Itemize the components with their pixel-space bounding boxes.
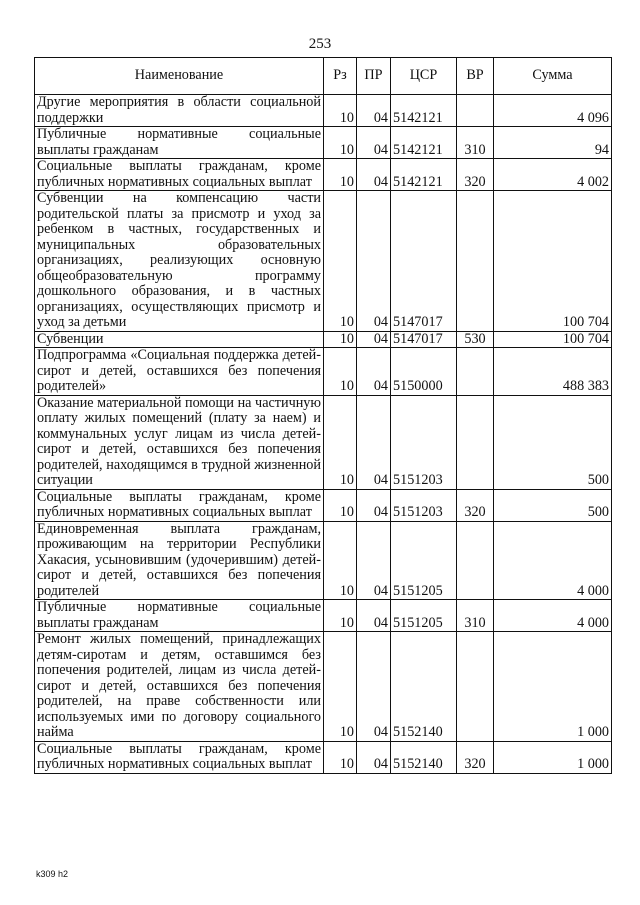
cell-pr: 04 (357, 632, 391, 742)
cell-sum: 100 704 (494, 331, 612, 348)
cell-vr: 310 (457, 600, 494, 632)
cell-rz: 10 (324, 395, 357, 489)
column-header-sum: Сумма (494, 58, 612, 95)
cell-csr: 5147017 (391, 331, 457, 348)
cell-pr: 04 (357, 489, 391, 521)
cell-vr (457, 521, 494, 600)
cell-vr: 310 (457, 127, 494, 159)
cell-vr (457, 632, 494, 742)
column-header-name: Наименование (35, 58, 324, 95)
table-row (35, 159, 612, 191)
cell-csr: 5151205 (391, 521, 457, 600)
cell-csr: 5151203 (391, 489, 457, 521)
table-row (35, 521, 612, 600)
cell-rz: 10 (324, 95, 357, 127)
cell-sum: 4 000 (494, 600, 612, 632)
cell-name: Оказание материальной помощи на частичную оплату жилых помещений (плату за наем) и коммунальных услуг лицам из числа детей-сирот и детей, оставшихся без попечения родителей, находящимся в трудной жизненной ситуации (35, 395, 324, 489)
cell-rz: 10 (324, 489, 357, 521)
table-row (35, 348, 612, 396)
cell-rz: 10 (324, 331, 357, 348)
cell-csr: 5142121 (391, 159, 457, 191)
cell-sum: 1 000 (494, 632, 612, 742)
cell-name: Субвенции на компенсацию части родительской платы за присмотр и уход за ребенком в частных, государственных и муниципальных образовательных организациях, реализующих основную общеобразовательную программу дошкольного образования, и в частных организациях, осуществляющих присмотр и уход за детьми (35, 191, 324, 332)
cell-name: Подпрограмма «Социальная поддержка детей-сирот и детей, оставшихся без попечения родителей» (35, 348, 324, 396)
cell-sum: 100 704 (494, 191, 612, 332)
cell-vr (457, 395, 494, 489)
cell-rz: 10 (324, 191, 357, 332)
cell-name: Единовременная выплата гражданам, проживающим на территории Республики Хакасия, усыновившим (удочерившим) детей-сирот и детей, оставшихся без попечения родителей (35, 521, 324, 600)
table-row (35, 191, 612, 332)
cell-pr: 04 (357, 521, 391, 600)
cell-pr: 04 (357, 600, 391, 632)
cell-name: Социальные выплаты гражданам, кроме публичных нормативных социальных выплат (35, 489, 324, 521)
budget-table (34, 57, 612, 774)
cell-sum: 500 (494, 489, 612, 521)
cell-sum: 94 (494, 127, 612, 159)
cell-sum: 1 000 (494, 741, 612, 773)
cell-name: Социальные выплаты гражданам, кроме публичных нормативных социальных выплат (35, 159, 324, 191)
table-row (35, 95, 612, 127)
cell-pr: 04 (357, 95, 391, 127)
cell-vr: 320 (457, 741, 494, 773)
cell-name: Субвенции (35, 331, 324, 348)
cell-csr: 5152140 (391, 741, 457, 773)
cell-csr: 5142121 (391, 127, 457, 159)
cell-pr: 04 (357, 159, 391, 191)
table-row (35, 632, 612, 742)
column-header-vr: ВР (457, 58, 494, 95)
cell-csr: 5150000 (391, 348, 457, 396)
footer-code: k309 h2 (36, 869, 69, 879)
cell-pr: 04 (357, 741, 391, 773)
cell-name: Ремонт жилых помещений, принадлежащих детям-сиротам и детям, оставшимся без попечения родителей, лицам из числа детей-сирот и детей, оставшихся без попечения родителей, на праве собственности или используемых ими по договору социального найма (35, 632, 324, 742)
cell-csr: 5142121 (391, 95, 457, 127)
cell-name: Другие мероприятия в области социальной поддержки (35, 95, 324, 127)
table-row (35, 600, 612, 632)
cell-rz: 10 (324, 632, 357, 742)
column-header-rz: Рз (324, 58, 357, 95)
cell-vr: 320 (457, 159, 494, 191)
cell-pr: 04 (357, 348, 391, 396)
cell-csr: 5151205 (391, 600, 457, 632)
cell-csr: 5152140 (391, 632, 457, 742)
cell-rz: 10 (324, 348, 357, 396)
cell-sum: 4 096 (494, 95, 612, 127)
cell-sum: 488 383 (494, 348, 612, 396)
cell-rz: 10 (324, 600, 357, 632)
cell-rz: 10 (324, 127, 357, 159)
cell-vr (457, 348, 494, 396)
cell-rz: 10 (324, 521, 357, 600)
cell-pr: 04 (357, 395, 391, 489)
table-row (35, 489, 612, 521)
cell-sum: 4 002 (494, 159, 612, 191)
page-number: 253 (308, 36, 332, 52)
column-header-csr: ЦСР (391, 58, 457, 95)
cell-pr: 04 (357, 127, 391, 159)
cell-sum: 4 000 (494, 521, 612, 600)
cell-rz: 10 (324, 159, 357, 191)
table-header-row (35, 58, 612, 95)
table-row (35, 741, 612, 773)
cell-vr: 530 (457, 331, 494, 348)
cell-pr: 04 (357, 331, 391, 348)
table-row (35, 331, 612, 348)
cell-vr (457, 95, 494, 127)
cell-csr: 5147017 (391, 191, 457, 332)
column-header-pr: ПР (357, 58, 391, 95)
table-row (35, 395, 612, 489)
cell-vr: 320 (457, 489, 494, 521)
cell-pr: 04 (357, 191, 391, 332)
cell-name: Публичные нормативные социальные выплаты гражданам (35, 600, 324, 632)
table-row (35, 127, 612, 159)
cell-name: Публичные нормативные социальные выплаты гражданам (35, 127, 324, 159)
cell-vr (457, 191, 494, 332)
cell-name: Социальные выплаты гражданам, кроме публичных нормативных социальных выплат (35, 741, 324, 773)
cell-rz: 10 (324, 741, 357, 773)
cell-sum: 500 (494, 395, 612, 489)
cell-csr: 5151203 (391, 395, 457, 489)
